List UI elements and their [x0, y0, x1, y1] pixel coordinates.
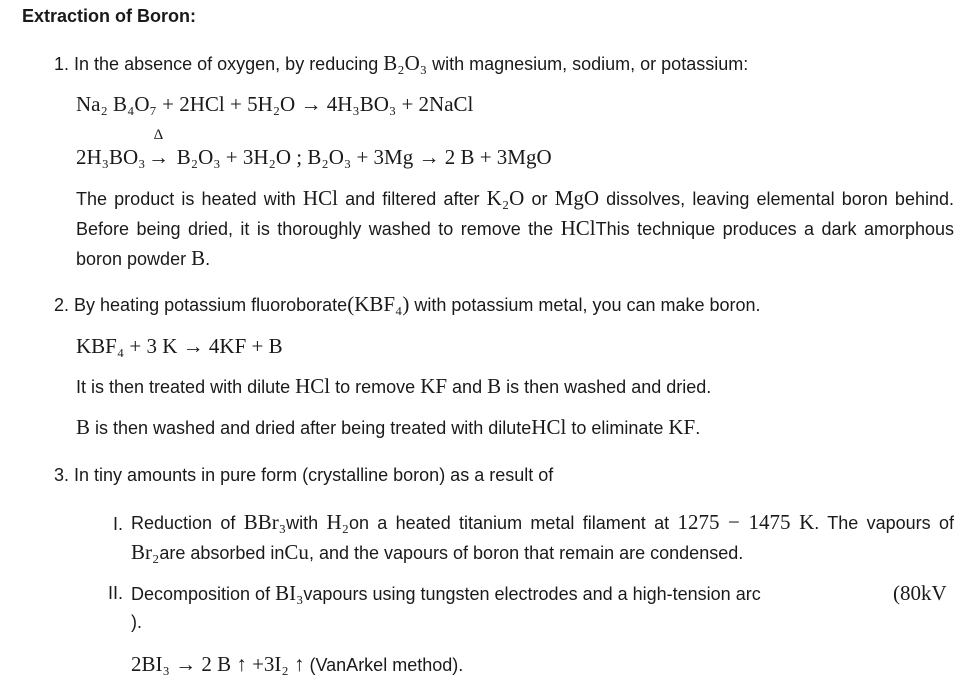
- step-number: 3.: [54, 465, 70, 485]
- step-text-end: with potassium metal, you can make boron.: [409, 295, 761, 315]
- formula-b2o3: B₂O₃: [383, 51, 428, 75]
- equation-2: [76, 127, 552, 169]
- equation-2-left: 2H₃BO₃: [76, 145, 146, 169]
- step-2-note-1: It is then treated with dilute HCl to remove KF and B is then washed and dried.: [76, 374, 712, 398]
- heat-arrow: [145, 127, 171, 169]
- delta-symbol: Δ: [153, 127, 164, 143]
- equation-4: [131, 652, 463, 677]
- equation-4-note: (VanArkel method).: [304, 655, 464, 675]
- step-number: 2.: [54, 295, 70, 315]
- sub-step-1: Reduction of BBr₃with H₂on a heated titanium metal filament at 1275 − 1475 K. The vapours of Br₂are absorbed inCu, and the vapours of boron that remain are condensed.: [131, 510, 955, 564]
- sub-step-2: Decomposition of BI₃vapours using tungsten electrodes and a high-tension arc: [131, 581, 761, 605]
- step-3: [54, 463, 553, 487]
- step-2-note-2: B is then washed and dried after being treated with diluteHCl to eliminate KF.: [76, 415, 701, 439]
- equation-2-right: B₂O₃ + 3H₂O ; B₂O₃ + 3Mg → 2 B + 3MgO: [171, 145, 552, 169]
- equation-1: Na₂ B₄O₇ + 2HCl + 5H₂O → 4H₃BO₃ + 2NaCl: [76, 92, 474, 116]
- section-heading: Extraction of Boron:: [22, 6, 196, 26]
- sub-step-2-close: ).: [131, 612, 142, 632]
- formula-kbf4: (KBF₄): [347, 292, 410, 316]
- voltage-value: (80kV: [893, 581, 947, 605]
- step-text: In tiny amounts in pure form (crystalline boron) as a result of: [74, 465, 554, 485]
- step-1-note: The product is heated with HCl and filtered after K₂O or MgO dissolves, leaving elemental boron behind. Before being dried, it is thoroughly washed to remove the HClThis technique produces a dark amorphous boron powder B.: [76, 186, 954, 270]
- step-number: 1.: [54, 54, 70, 74]
- step-text-end: with magnesium, sodium, or potassium:: [427, 54, 749, 74]
- sub-step-number: II.: [108, 583, 124, 603]
- step-text: By heating potassium fluoroborate: [74, 295, 348, 315]
- step-1: [54, 51, 748, 76]
- step-text: In the absence of oxygen, by reducing: [74, 54, 384, 74]
- equation-3: KBF₄ + 3 K → 4KF + B: [76, 334, 283, 358]
- sub-step-number: I.: [113, 514, 124, 534]
- equation-4-formula: 2BI₃ → 2 B ↑ +3I₂ ↑: [131, 652, 305, 676]
- arrow-icon: →: [147, 145, 169, 169]
- step-2: [54, 292, 761, 317]
